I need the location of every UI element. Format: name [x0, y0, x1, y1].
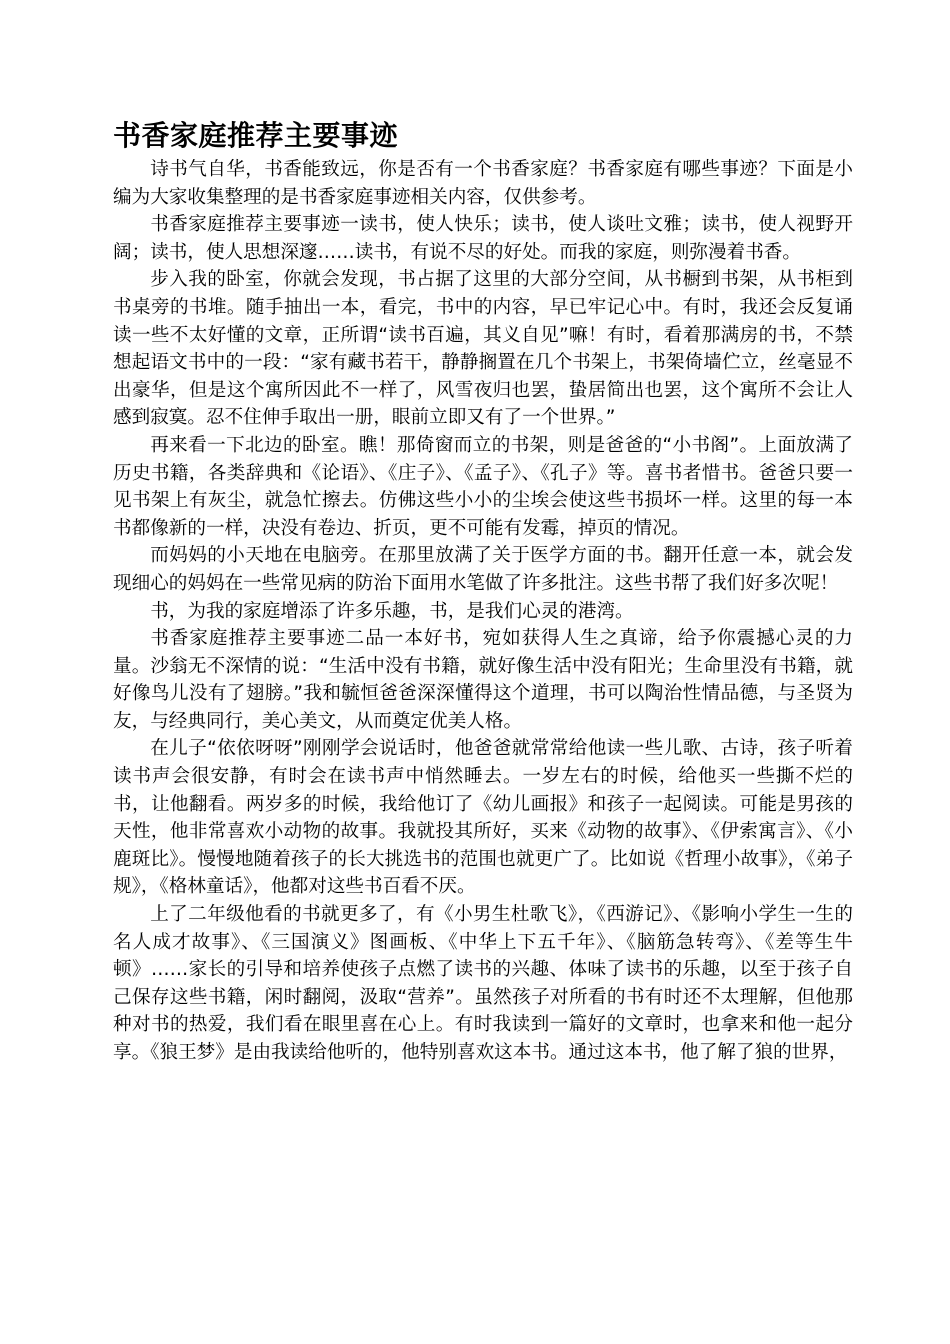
paragraph-3: 步入我的卧室，你就会发现，书占据了这里的大部分空间，从书橱到书架，从书柜到书桌旁的书堆。随手抽出一本，看完，书中的内容，早已牢记心中。有时，我还会反复诵读一些不太好懂的文章，正所谓“读书百遍，其义自见”嘛！有时，看着那满房的书，不禁想起语文书中的一段：“家有藏书若干，静静搁置在几个书架上，书架倚墙伫立，丝毫显不出豪华，但是这个寓所因此不一样了，风雪夜归也罢，蛰居简出也罢，这个寓所不会让人感到寂寞。忍不住伸手取出一册，眼前立即又有了一个世界。” [113, 269, 853, 429]
paragraph-9: 上了二年级他看的书就更多了，有《小男生杜歌飞》，《西游记》、《影响小学生一生的名人成才故事》、《三国演义》图画板、《中华上下五千年》、《脑筋急转弯》、《差等生牛顿》……家长的引导和培养使孩子点燃了读书的兴趣、体味了读书的乐趣，以至于孩子自己保存这些书籍，闲时翻阅，汲取“营养”。虽然孩子对所看的书有时还不太理解，但他那种对书的热爱，我们看在眼里喜在心上。有时我读到一篇好的文章时，也拿来和他一起分享。《狼王梦》是由我读给他听的，他特别喜欢这本书。通过这本书，他了解了狼的世界， [113, 904, 853, 1063]
paragraph-4: 再来看一下北边的卧室。瞧！那倚窗而立的书架，则是爸爸的“小书阁”。上面放满了历史书籍，各类辞典和《论语》、《庄子》、《孟子》、《孔子》等。喜书者惜书。爸爸只要一见书架上有灰尘，就急忙擦去。仿佛这些小小的尘埃会使这些书损坏一样。这里的每一本书都像新的一样，决没有卷边、折页，更不可能有发霉，掉页的情况。 [113, 434, 853, 539]
paragraph-2: 书香家庭推荐主要事迹一读书，使人快乐；读书，使人谈吐文雅；读书，使人视野开阔；读书，使人思想深邃……读书，有说不尽的好处。而我的家庭，则弥漫着书香。 [113, 214, 853, 263]
paragraph-6: 书，为我的家庭增添了许多乐趣，书，是我们心灵的港湾。 [150, 600, 634, 622]
paragraph-8: 在儿子“依依呀呀”刚刚学会说话时，他爸爸就常常给他读一些儿歌、古诗，孩子听着读书声会很安静，有时会在读书声中悄然睡去。一岁左右的时候，给他买一些撕不烂的书，让他翻看。两岁多的时候，我给他订了《幼儿画报》和孩子一起阅读。可能是男孩的天性，他非常喜欢小动物的故事。我就投其所好，买来《动物的故事》、《伊索寓言》、《小鹿斑比》。慢慢地随着孩子的长大挑选书的范围也就更广了。比如说《哲理小故事》，《弟子规》，《格林童话》，他都对这些书百看不厌。 [113, 738, 853, 898]
document-page [113, 118, 853, 1067]
document-title: 书香家庭推荐主要事迹 [113, 119, 399, 152]
paragraph-1: 诗书气自华，书香能致远，你是否有一个书香家庭？书香家庭有哪些事迹？下面是小编为大家收集整理的是书香家庭事迹相关内容，仅供参考。 [113, 159, 853, 208]
paragraph-7: 书香家庭推荐主要事迹二品一本好书，宛如获得人生之真谛，给予你震撼心灵的力量。沙翁无不深情的说：“生活中没有书籍，就好像生活中没有阳光；生命里没有书籍，就好像鸟儿没有了翅膀。”我和毓恒爸爸深深懂得这个道理，书可以陶治性情品德，与圣贤为友，与经典同行，美心美文，从而奠定优美人格。 [113, 628, 853, 732]
paragraph-5: 而妈妈的小天地在电脑旁。在那里放满了关于医学方面的书。翻开任意一本，就会发现细心的妈妈在一些常见病的防治下面用水笔做了许多批注。这些书帮了我们好多次呢！ [113, 545, 853, 594]
